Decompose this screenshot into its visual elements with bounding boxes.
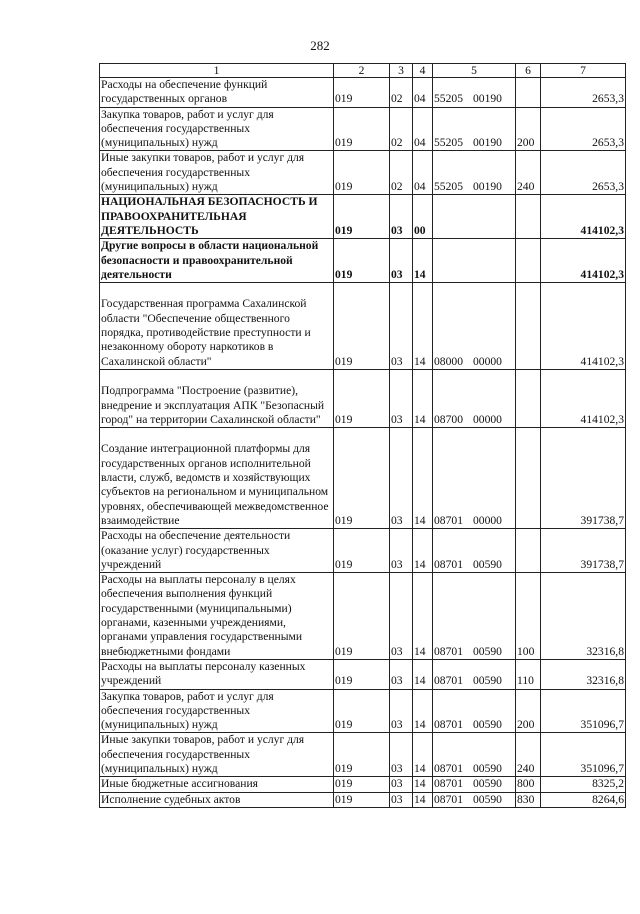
row-target-article	[433, 239, 516, 283]
budget-table	[99, 63, 626, 808]
row-target-article	[433, 733, 516, 777]
target-article-part-2: 00000	[472, 513, 502, 527]
header-col-1: 1	[100, 64, 334, 78]
row-section-code: 03	[390, 733, 413, 777]
target-article-part-1: 08701	[434, 674, 463, 688]
row-name: Другие вопросы в области национальной безопасности и правоохранительной деятельности	[100, 239, 334, 283]
table-row	[100, 195, 626, 239]
row-subsection-code: 14	[413, 689, 433, 733]
row-expense-type: 100	[516, 573, 541, 660]
target-article-part-1: 55205	[434, 180, 463, 194]
header-col-6: 6	[516, 64, 541, 78]
row-ved-code: 019	[334, 107, 390, 151]
row-expense-type: 240	[516, 733, 541, 777]
table-row	[100, 529, 626, 573]
row-ved-code: 019	[334, 283, 390, 370]
row-target-article	[433, 792, 516, 807]
table-row	[100, 777, 626, 792]
row-expense-type	[516, 369, 541, 427]
target-article-part-1: 08701	[434, 777, 463, 791]
row-expense-type: 800	[516, 777, 541, 792]
row-ved-code: 019	[334, 777, 390, 792]
target-article-part-1: 08701	[434, 513, 463, 527]
table-row	[100, 78, 626, 108]
target-article-part-1: 08701	[434, 762, 463, 775]
row-sum: 391738,7	[541, 529, 626, 573]
table-row	[100, 151, 626, 195]
row-name: Закупка товаров, работ и услуг для обеспечения государственных (муниципальных) нужд	[100, 689, 334, 733]
row-subsection-code: 04	[413, 107, 433, 151]
row-section-code: 02	[390, 107, 413, 151]
row-name: Расходы на обеспечение функций государственных органов	[100, 78, 334, 108]
header-col-4: 4	[413, 64, 433, 78]
row-sum: 32316,8	[541, 659, 626, 689]
page-number: 282	[310, 38, 330, 53]
table-row	[100, 239, 626, 283]
row-name: Расходы на выплаты персоналу казенных учреждений	[100, 659, 334, 689]
row-ved-code: 019	[334, 573, 390, 660]
target-article-part-1: 08701	[434, 792, 463, 806]
row-subsection-code: 14	[413, 777, 433, 792]
target-article-part-2: 00190	[472, 180, 502, 194]
row-sum: 2653,3	[541, 151, 626, 195]
row-name: Создание интеграционной платформы для государственных органов исполнительной власти, служб, ведомств и хозяйствующих субъектов на региональном и муниципальном уровнях, обеспечивающей межведомственное взаимодействие	[100, 428, 334, 529]
row-expense-type: 240	[516, 151, 541, 195]
row-subsection-code: 14	[413, 529, 433, 573]
row-ved-code: 019	[334, 151, 390, 195]
row-target-article	[433, 573, 516, 660]
target-article-part-2: 00190	[472, 136, 502, 150]
row-name: Иные бюджетные ассигнования	[100, 777, 334, 792]
table-row	[100, 107, 626, 151]
target-article-part-2: 00590	[472, 792, 502, 806]
row-subsection-code: 14	[413, 733, 433, 777]
table-row	[100, 283, 626, 370]
table-row	[100, 733, 626, 777]
row-sum: 8325,2	[541, 777, 626, 792]
row-section-code: 02	[390, 151, 413, 195]
row-target-article	[433, 689, 516, 733]
row-sum: 32316,8	[541, 573, 626, 660]
row-sum: 351096,7	[541, 733, 626, 777]
target-article-part-1: 08000	[434, 354, 463, 368]
target-article-part-2: 00590	[472, 762, 502, 775]
row-expense-type	[516, 428, 541, 529]
row-expense-type	[516, 283, 541, 370]
row-section-code: 03	[390, 283, 413, 370]
row-ved-code: 019	[334, 659, 390, 689]
row-subsection-code: 14	[413, 239, 433, 283]
table-header-row	[100, 64, 626, 78]
row-sum: 414102,3	[541, 369, 626, 427]
row-name: Исполнение судебных актов	[100, 792, 334, 807]
target-article-part-1: 55205	[434, 92, 463, 106]
header-col-7: 7	[541, 64, 626, 78]
header-col-3: 3	[390, 64, 413, 78]
row-name: Государственная программа Сахалинской области "Обеспечение общественного порядка, противодействие преступности и незаконному обороту наркотиков в Сахалинской области"	[100, 283, 334, 370]
row-expense-type: 830	[516, 792, 541, 807]
row-name: Расходы на выплаты персоналу в целях обеспечения выполнения функций государственными (муниципальными) органами, казенными учреждениями, органами управления государственными внебюджетными фондами	[100, 573, 334, 660]
row-target-article	[433, 369, 516, 427]
row-sum: 8264,6	[541, 792, 626, 807]
row-ved-code: 019	[334, 428, 390, 529]
row-expense-type	[516, 195, 541, 239]
row-sum: 351096,7	[541, 689, 626, 733]
row-expense-type: 200	[516, 107, 541, 151]
row-target-article	[433, 659, 516, 689]
row-section-code: 03	[390, 777, 413, 792]
row-name: Иные закупки товаров, работ и услуг для обеспечения государственных (муниципальных) нужд	[100, 733, 334, 777]
row-sum: 2653,3	[541, 107, 626, 151]
row-ved-code: 019	[334, 733, 390, 777]
target-article-part-2: 00590	[472, 644, 502, 658]
row-name: Расходы на обеспечение деятельности (оказание услуг) государственных учреждений	[100, 529, 334, 573]
row-target-article	[433, 107, 516, 151]
row-ved-code: 019	[334, 529, 390, 573]
row-section-code: 03	[390, 195, 413, 239]
row-expense-type: 110	[516, 659, 541, 689]
row-name: Иные закупки товаров, работ и услуг для обеспечения государственных (муниципальных) нужд	[100, 151, 334, 195]
row-ved-code: 019	[334, 689, 390, 733]
row-name: НАЦИОНАЛЬНАЯ БЕЗОПАСНОСТЬ И ПРАВООХРАНИТЕЛЬНАЯ ДЕЯТЕЛЬНОСТЬ	[100, 195, 334, 239]
row-section-code: 03	[390, 369, 413, 427]
row-target-article	[433, 283, 516, 370]
row-target-article	[433, 529, 516, 573]
target-article-part-1: 08701	[434, 557, 463, 571]
row-section-code: 03	[390, 573, 413, 660]
table-row	[100, 659, 626, 689]
target-article-part-1: 08701	[434, 644, 463, 658]
row-subsection-code: 14	[413, 659, 433, 689]
row-name: Закупка товаров, работ и услуг для обеспечения государственных (муниципальных) нужд	[100, 107, 334, 151]
row-subsection-code: 04	[413, 151, 433, 195]
row-subsection-code: 14	[413, 369, 433, 427]
row-subsection-code: 14	[413, 792, 433, 807]
row-subsection-code: 14	[413, 573, 433, 660]
row-subsection-code: 14	[413, 283, 433, 370]
target-article-part-1: 08701	[434, 718, 463, 732]
row-subsection-code: 14	[413, 428, 433, 529]
target-article-part-2: 00190	[472, 92, 502, 106]
row-name: Подпрограмма "Построение (развитие), внедрение и эксплуатация АПК "Безопасный город" на территории Сахалинской области"	[100, 369, 334, 427]
row-sum: 414102,3	[541, 239, 626, 283]
table-row	[100, 428, 626, 529]
row-expense-type: 200	[516, 689, 541, 733]
row-section-code: 03	[390, 529, 413, 573]
header-col-2: 2	[334, 64, 390, 78]
target-article-part-2: 00000	[472, 412, 502, 426]
row-subsection-code: 04	[413, 78, 433, 108]
row-section-code: 03	[390, 428, 413, 529]
row-ved-code: 019	[334, 78, 390, 108]
target-article-part-2: 00590	[472, 557, 502, 571]
target-article-part-1: 55205	[434, 136, 463, 150]
table-row	[100, 369, 626, 427]
row-ved-code: 019	[334, 195, 390, 239]
table-row	[100, 689, 626, 733]
row-ved-code: 019	[334, 239, 390, 283]
row-expense-type	[516, 239, 541, 283]
target-article-part-2: 00590	[472, 777, 502, 791]
row-ved-code: 019	[334, 369, 390, 427]
row-section-code: 02	[390, 78, 413, 108]
target-article-part-2: 00000	[472, 354, 502, 368]
row-target-article	[433, 78, 516, 108]
row-sum: 391738,7	[541, 428, 626, 529]
table-row	[100, 573, 626, 660]
row-sum: 2653,3	[541, 78, 626, 108]
row-target-article	[433, 151, 516, 195]
row-subsection-code: 00	[413, 195, 433, 239]
header-col-5: 5	[433, 64, 516, 78]
row-section-code: 03	[390, 689, 413, 733]
row-section-code: 03	[390, 792, 413, 807]
target-article-part-2: 00590	[472, 674, 502, 688]
row-ved-code: 019	[334, 792, 390, 807]
row-expense-type	[516, 78, 541, 108]
row-target-article	[433, 428, 516, 529]
row-section-code: 03	[390, 239, 413, 283]
row-target-article	[433, 195, 516, 239]
row-sum: 414102,3	[541, 195, 626, 239]
row-target-article	[433, 777, 516, 792]
target-article-part-2: 00590	[472, 718, 502, 732]
target-article-part-1: 08700	[434, 412, 463, 426]
row-sum: 414102,3	[541, 283, 626, 370]
row-expense-type	[516, 529, 541, 573]
row-section-code: 03	[390, 659, 413, 689]
table-row	[100, 792, 626, 807]
